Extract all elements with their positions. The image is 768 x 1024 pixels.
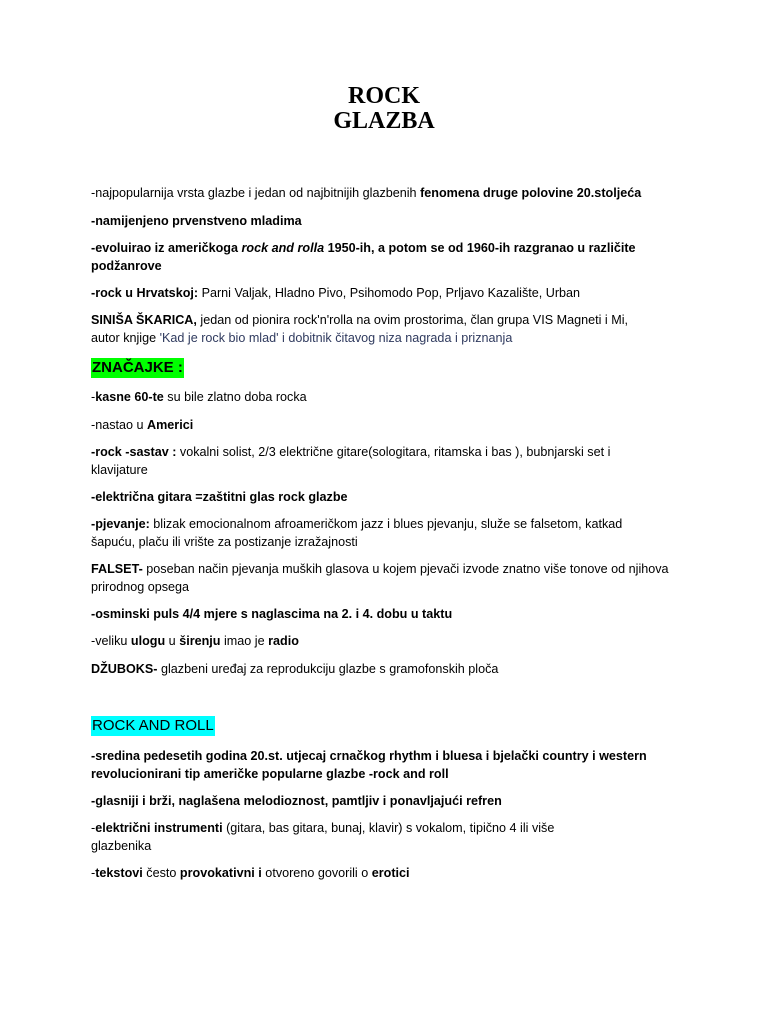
section-heading-rock-and-roll: ROCK AND ROLL	[92, 717, 214, 734]
bold-run: -namijenjeno prvenstveno mladima	[91, 214, 302, 228]
bold-run: provokativni i	[179, 866, 262, 880]
text-run: imao je	[220, 634, 269, 648]
text-run: -	[91, 390, 96, 404]
intro-paragraph-3	[91, 240, 691, 275]
text-run: šapuću, plaču ili vrište za postizanje izražajnosti	[91, 534, 358, 549]
text-run: Parni Valjak, Hladno Pivo, Psihomodo Pop, Prljavo Kazalište, Urban	[198, 286, 581, 300]
intro-paragraph-5	[91, 312, 691, 347]
bold-run: širenju	[179, 634, 221, 648]
intro-paragraph-1	[91, 185, 691, 203]
znacajke-paragraph-4	[91, 489, 691, 507]
bold-run: -pjevanje:	[91, 517, 150, 531]
rockroll-paragraph-2	[91, 793, 691, 811]
text-run: klavijature	[91, 462, 148, 477]
text-run: -nastao u	[91, 418, 148, 432]
bold-run: SINIŠA ŠKARICA,	[91, 313, 197, 327]
bold-run: -električna gitara =zaštitni glas rock glazbe	[91, 490, 348, 504]
text-run: su bile zlatno doba rocka	[163, 390, 307, 404]
bold-run: erotici	[371, 866, 410, 880]
znacajke-paragraph-9	[91, 661, 691, 679]
text-run: -	[91, 866, 96, 880]
bold-run: -glasniji i brži, naglašena melodioznost, pamtljiv i ponavljajući refren	[91, 794, 502, 808]
text-run: glazbeni uređaj za reprodukciju glazbe s gramofonskih ploča	[157, 662, 499, 676]
title-line-1: ROCK	[348, 83, 420, 109]
znacajke-paragraph-2	[91, 417, 691, 435]
bold-run: tekstovi	[95, 866, 143, 880]
page-title	[0, 84, 768, 134]
text-run: (gitara, bas gitara, bunaj, klavir) s vokalom, tipično 4 ili više	[222, 821, 555, 835]
rockroll-paragraph-4	[91, 865, 691, 883]
bold-run: podžanrove	[91, 258, 162, 273]
znacajke-paragraph-5	[91, 516, 691, 551]
rockroll-paragraph-1	[91, 748, 691, 783]
text-run: glazbenika	[91, 838, 152, 853]
bold-run: 1950-ih, a potom se od 1960-ih razgranao u različite	[324, 241, 636, 255]
title-line-2: GLAZBA	[333, 108, 435, 134]
section-heading-znacajke: ZNAČAJKE :	[92, 359, 183, 376]
intro-paragraph-2	[91, 213, 691, 231]
bold-run: utjecaj crnačkog rhythm i bluesa i bjelački country i western	[286, 749, 647, 763]
text-run: autor knjige	[91, 330, 160, 345]
bold-run: -sredina pedesetih godina 20.st.	[91, 749, 287, 763]
bold-run: radio	[268, 634, 299, 648]
bold-run: -rock u Hrvatskoj:	[91, 286, 199, 300]
bold-run: fenomena druge polovine 20.stoljeća	[420, 186, 642, 200]
bold-run: DŽUBOKS-	[91, 662, 158, 676]
text-run: -veliku	[91, 634, 131, 648]
bold-run: -osminski puls 4/4 mjere s naglascima na 2. i 4. dobu u taktu	[91, 607, 453, 621]
bold-run: FALSET-	[91, 562, 143, 576]
intro-paragraph-4	[91, 285, 691, 303]
text-run: prirodnog opsega	[91, 579, 190, 594]
text-run: vokalni solist, 2/3 električne gitare(sologitara, ritamska i bas ), bubnjarski set i	[176, 445, 611, 459]
rockroll-paragraph-3	[91, 820, 691, 855]
text-run: često	[142, 866, 180, 880]
text-run: -najpopularnija vrsta glazbe i jedan od najbitnijih glazbenih	[91, 186, 421, 200]
bold-run: Americi	[147, 418, 194, 432]
znacajke-paragraph-6	[91, 561, 691, 596]
znacajke-paragraph-1	[91, 389, 691, 407]
bold-run: kasne 60-te	[95, 390, 164, 404]
bold-run: električni instrumenti	[95, 821, 223, 835]
bold-run: -rock -sastav :	[91, 445, 177, 459]
bold-run: ulogu	[130, 634, 166, 648]
text-run: -	[91, 821, 96, 835]
text-run: blizak emocionalnom afroameričkom jazz i blues pjevanju, služe se falsetom, katkad	[149, 517, 623, 531]
text-run: u	[165, 634, 180, 648]
znacajke-paragraph-3	[91, 444, 691, 479]
text-run: jedan od pionira rock'n'rolla na ovim prostorima, član grupa VIS Magneti i Mi,	[196, 313, 628, 327]
text-run: otvoreno govorili o	[261, 866, 372, 880]
text-run: poseban način pjevanja muških glasova u kojem pjevači izvode znatno više tonove od njihova	[142, 562, 669, 576]
bold-run: revolucionirani tip američke popularne glazbe -rock and roll	[91, 766, 449, 781]
italic-run: rock and rolla	[241, 241, 325, 255]
book-title-run: 'Kad je rock bio mlad' i dobitnik čitavog niza nagrada i priznanja	[159, 330, 513, 345]
znacajke-paragraph-7	[91, 606, 691, 624]
znacajke-paragraph-8	[91, 633, 691, 651]
bold-run: -evoluirao iz američkoga	[91, 241, 242, 255]
